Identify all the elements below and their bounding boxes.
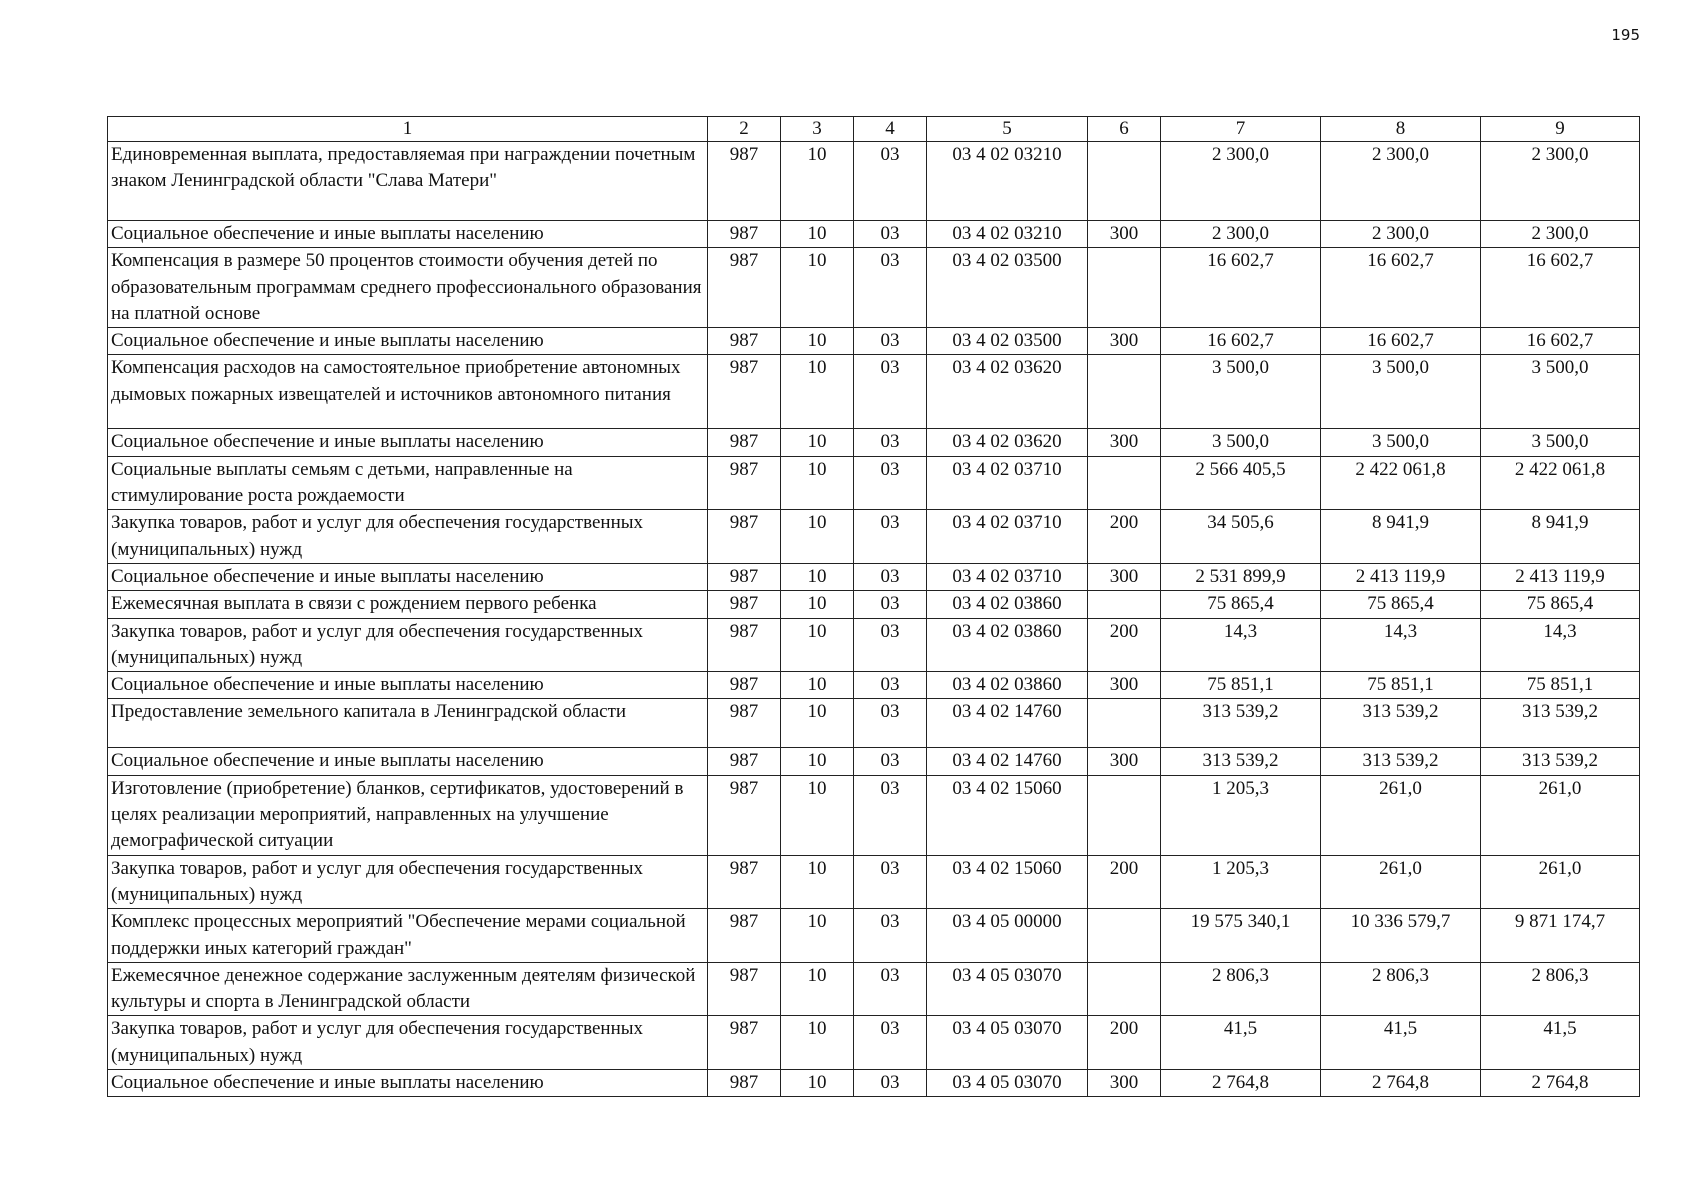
row-admin-code: 987: [708, 429, 781, 456]
row-target-article: 03 4 05 00000: [927, 909, 1088, 963]
row-amount-col8: 2 413 119,9: [1321, 563, 1481, 590]
row-admin-code: 987: [708, 909, 781, 963]
row-amount-col7: 75 851,1: [1161, 672, 1321, 699]
table-row: [108, 328, 1640, 355]
row-name: Социальное обеспечение и иные выплаты населению: [108, 221, 708, 248]
row-subsection: 03: [854, 1016, 927, 1070]
row-admin-code: 987: [708, 618, 781, 672]
row-amount-col8: 14,3: [1321, 618, 1481, 672]
row-amount-col9: 16 602,7: [1481, 328, 1640, 355]
row-subsection: 03: [854, 221, 927, 248]
row-amount-col7: 3 500,0: [1161, 429, 1321, 456]
row-subsection: 03: [854, 748, 927, 775]
row-amount-col7: 1 205,3: [1161, 775, 1321, 855]
row-amount-col8: 313 539,2: [1321, 748, 1481, 775]
row-admin-code: 987: [708, 1070, 781, 1097]
row-admin-code: 987: [708, 1016, 781, 1070]
column-header: 6: [1088, 117, 1161, 142]
row-target-article: 03 4 05 03070: [927, 1070, 1088, 1097]
row-amount-col9: 75 865,4: [1481, 591, 1640, 618]
table-row: [108, 672, 1640, 699]
row-target-article: 03 4 02 03620: [927, 355, 1088, 429]
row-section: 10: [781, 855, 854, 909]
row-name: Единовременная выплата, предоставляемая при награждении почетным знаком Ленинградской области "Слава Матери": [108, 142, 708, 221]
table-row: [108, 429, 1640, 456]
column-header: 8: [1321, 117, 1481, 142]
table-row: [108, 221, 1640, 248]
row-name: Предоставление земельного капитала в Ленинградской области: [108, 699, 708, 748]
row-amount-col8: 2 422 061,8: [1321, 456, 1481, 510]
row-name: Закупка товаров, работ и услуг для обеспечения государственных (муниципальных) нужд: [108, 855, 708, 909]
row-section: 10: [781, 672, 854, 699]
row-expense-type: 200: [1088, 1016, 1161, 1070]
row-target-article: 03 4 02 03500: [927, 248, 1088, 328]
row-amount-col8: 3 500,0: [1321, 429, 1481, 456]
table-row: [108, 510, 1640, 564]
row-amount-col8: 16 602,7: [1321, 248, 1481, 328]
row-section: 10: [781, 775, 854, 855]
row-expense-type: 200: [1088, 510, 1161, 564]
row-admin-code: 987: [708, 142, 781, 221]
row-amount-col9: 2 806,3: [1481, 962, 1640, 1016]
table-row: [108, 1016, 1640, 1070]
row-amount-col8: 2 300,0: [1321, 221, 1481, 248]
row-section: 10: [781, 456, 854, 510]
row-amount-col9: 14,3: [1481, 618, 1640, 672]
row-expense-type: [1088, 962, 1161, 1016]
table-row: [108, 142, 1640, 221]
table-row: [108, 591, 1640, 618]
table-row: [108, 248, 1640, 328]
column-header: 9: [1481, 117, 1640, 142]
row-amount-col7: 2 764,8: [1161, 1070, 1321, 1097]
row-expense-type: [1088, 775, 1161, 855]
row-amount-col7: 313 539,2: [1161, 699, 1321, 748]
table-row: [108, 355, 1640, 429]
row-section: 10: [781, 563, 854, 590]
row-section: 10: [781, 748, 854, 775]
row-subsection: 03: [854, 962, 927, 1016]
row-amount-col8: 2 300,0: [1321, 142, 1481, 221]
column-header: 7: [1161, 117, 1321, 142]
row-section: 10: [781, 221, 854, 248]
row-amount-col7: 2 566 405,5: [1161, 456, 1321, 510]
row-admin-code: 987: [708, 591, 781, 618]
row-amount-col7: 34 505,6: [1161, 510, 1321, 564]
row-amount-col8: 10 336 579,7: [1321, 909, 1481, 963]
row-admin-code: 987: [708, 248, 781, 328]
row-section: 10: [781, 1070, 854, 1097]
row-subsection: 03: [854, 775, 927, 855]
row-amount-col9: 16 602,7: [1481, 248, 1640, 328]
row-subsection: 03: [854, 909, 927, 963]
row-section: 10: [781, 1016, 854, 1070]
row-subsection: 03: [854, 672, 927, 699]
row-amount-col7: 14,3: [1161, 618, 1321, 672]
row-amount-col7: 16 602,7: [1161, 328, 1321, 355]
row-section: 10: [781, 248, 854, 328]
row-target-article: 03 4 02 03860: [927, 672, 1088, 699]
row-section: 10: [781, 328, 854, 355]
row-amount-col9: 3 500,0: [1481, 429, 1640, 456]
row-amount-col9: 261,0: [1481, 775, 1640, 855]
row-admin-code: 987: [708, 855, 781, 909]
row-name: Ежемесячная выплата в связи с рождением первого ребенка: [108, 591, 708, 618]
column-header: 2: [708, 117, 781, 142]
row-amount-col8: 313 539,2: [1321, 699, 1481, 748]
row-amount-col8: 2 764,8: [1321, 1070, 1481, 1097]
row-admin-code: 987: [708, 221, 781, 248]
table-row: [108, 855, 1640, 909]
row-amount-col7: 2 300,0: [1161, 221, 1321, 248]
row-amount-col8: 8 941,9: [1321, 510, 1481, 564]
row-section: 10: [781, 142, 854, 221]
row-name: Компенсация расходов на самостоятельное приобретение автономных дымовых пожарных извещателей и источников автономного питания: [108, 355, 708, 429]
row-amount-col8: 261,0: [1321, 855, 1481, 909]
row-amount-col8: 261,0: [1321, 775, 1481, 855]
row-expense-type: [1088, 699, 1161, 748]
row-expense-type: [1088, 909, 1161, 963]
row-name: Закупка товаров, работ и услуг для обеспечения государственных (муниципальных) нужд: [108, 618, 708, 672]
row-name: Социальные выплаты семьям с детьми, направленные на стимулирование роста рождаемости: [108, 456, 708, 510]
row-expense-type: 200: [1088, 618, 1161, 672]
row-subsection: 03: [854, 456, 927, 510]
row-target-article: 03 4 02 15060: [927, 775, 1088, 855]
row-admin-code: 987: [708, 456, 781, 510]
table-row: [108, 699, 1640, 748]
column-header: 1: [108, 117, 708, 142]
row-amount-col7: 41,5: [1161, 1016, 1321, 1070]
row-subsection: 03: [854, 248, 927, 328]
row-amount-col9: 2 413 119,9: [1481, 563, 1640, 590]
row-amount-col7: 313 539,2: [1161, 748, 1321, 775]
row-section: 10: [781, 591, 854, 618]
row-expense-type: [1088, 456, 1161, 510]
row-expense-type: [1088, 142, 1161, 221]
row-expense-type: [1088, 355, 1161, 429]
row-amount-col7: 16 602,7: [1161, 248, 1321, 328]
row-admin-code: 987: [708, 563, 781, 590]
row-amount-col8: 16 602,7: [1321, 328, 1481, 355]
page-number: 195: [1611, 26, 1640, 44]
row-name: Социальное обеспечение и иные выплаты населению: [108, 563, 708, 590]
row-amount-col9: 2 300,0: [1481, 142, 1640, 221]
row-target-article: 03 4 02 03620: [927, 429, 1088, 456]
row-name: Социальное обеспечение и иные выплаты населению: [108, 1070, 708, 1097]
row-admin-code: 987: [708, 962, 781, 1016]
row-amount-col7: 1 205,3: [1161, 855, 1321, 909]
row-section: 10: [781, 618, 854, 672]
row-amount-col9: 75 851,1: [1481, 672, 1640, 699]
row-target-article: 03 4 02 15060: [927, 855, 1088, 909]
row-admin-code: 987: [708, 775, 781, 855]
row-section: 10: [781, 699, 854, 748]
row-name: Изготовление (приобретение) бланков, сертификатов, удостоверений в целях реализации мероприятий, направленных на улучшение демографической ситуации: [108, 775, 708, 855]
row-amount-col7: 2 806,3: [1161, 962, 1321, 1016]
row-name: Социальное обеспечение и иные выплаты населению: [108, 672, 708, 699]
row-name: Комплекс процессных мероприятий "Обеспечение мерами социальной поддержки иных категорий граждан": [108, 909, 708, 963]
row-subsection: 03: [854, 699, 927, 748]
row-amount-col9: 2 300,0: [1481, 221, 1640, 248]
row-amount-col8: 3 500,0: [1321, 355, 1481, 429]
row-amount-col9: 3 500,0: [1481, 355, 1640, 429]
row-amount-col9: 313 539,2: [1481, 748, 1640, 775]
row-amount-col8: 75 851,1: [1321, 672, 1481, 699]
row-name: Компенсация в размере 50 процентов стоимости обучения детей по образовательным программам среднего профессионального образования на платной основе: [108, 248, 708, 328]
table-header-row: [108, 117, 1640, 142]
row-amount-col9: 2 422 061,8: [1481, 456, 1640, 510]
row-target-article: 03 4 05 03070: [927, 1016, 1088, 1070]
row-name: Закупка товаров, работ и услуг для обеспечения государственных (муниципальных) нужд: [108, 510, 708, 564]
row-admin-code: 987: [708, 699, 781, 748]
row-amount-col7: 3 500,0: [1161, 355, 1321, 429]
row-section: 10: [781, 355, 854, 429]
row-target-article: 03 4 02 03710: [927, 510, 1088, 564]
table-row: [108, 962, 1640, 1016]
row-name: Социальное обеспечение и иные выплаты населению: [108, 429, 708, 456]
row-section: 10: [781, 510, 854, 564]
row-target-article: 03 4 02 03860: [927, 591, 1088, 618]
row-target-article: 03 4 02 14760: [927, 748, 1088, 775]
row-expense-type: 300: [1088, 429, 1161, 456]
row-target-article: 03 4 02 03710: [927, 563, 1088, 590]
row-section: 10: [781, 909, 854, 963]
column-header: 3: [781, 117, 854, 142]
row-expense-type: 300: [1088, 328, 1161, 355]
row-subsection: 03: [854, 1070, 927, 1097]
row-amount-col9: 9 871 174,7: [1481, 909, 1640, 963]
table-row: [108, 456, 1640, 510]
row-subsection: 03: [854, 355, 927, 429]
row-target-article: 03 4 02 03210: [927, 221, 1088, 248]
row-target-article: 03 4 02 03500: [927, 328, 1088, 355]
row-target-article: 03 4 05 03070: [927, 962, 1088, 1016]
column-header: 5: [927, 117, 1088, 142]
row-expense-type: 300: [1088, 221, 1161, 248]
row-subsection: 03: [854, 591, 927, 618]
row-amount-col9: 41,5: [1481, 1016, 1640, 1070]
row-subsection: 03: [854, 142, 927, 221]
row-amount-col7: 2 300,0: [1161, 142, 1321, 221]
row-subsection: 03: [854, 618, 927, 672]
row-amount-col9: 261,0: [1481, 855, 1640, 909]
row-admin-code: 987: [708, 748, 781, 775]
budget-table: [107, 116, 1640, 1097]
row-expense-type: [1088, 591, 1161, 618]
row-expense-type: 300: [1088, 748, 1161, 775]
row-amount-col7: 75 865,4: [1161, 591, 1321, 618]
row-amount-col8: 41,5: [1321, 1016, 1481, 1070]
table-row: [108, 909, 1640, 963]
row-expense-type: 200: [1088, 855, 1161, 909]
row-admin-code: 987: [708, 355, 781, 429]
row-amount-col9: 8 941,9: [1481, 510, 1640, 564]
row-amount-col7: 19 575 340,1: [1161, 909, 1321, 963]
row-expense-type: [1088, 248, 1161, 328]
row-admin-code: 987: [708, 510, 781, 564]
row-name: Социальное обеспечение и иные выплаты населению: [108, 328, 708, 355]
row-subsection: 03: [854, 563, 927, 590]
table-row: [108, 618, 1640, 672]
row-subsection: 03: [854, 429, 927, 456]
row-name: Социальное обеспечение и иные выплаты населению: [108, 748, 708, 775]
row-name: Закупка товаров, работ и услуг для обеспечения государственных (муниципальных) нужд: [108, 1016, 708, 1070]
row-amount-col8: 75 865,4: [1321, 591, 1481, 618]
row-amount-col7: 2 531 899,9: [1161, 563, 1321, 590]
column-header: 4: [854, 117, 927, 142]
row-admin-code: 987: [708, 672, 781, 699]
row-admin-code: 987: [708, 328, 781, 355]
row-amount-col9: 313 539,2: [1481, 699, 1640, 748]
table-row: [108, 563, 1640, 590]
row-amount-col9: 2 764,8: [1481, 1070, 1640, 1097]
row-section: 10: [781, 962, 854, 1016]
row-amount-col8: 2 806,3: [1321, 962, 1481, 1016]
row-expense-type: 300: [1088, 563, 1161, 590]
table-row: [108, 775, 1640, 855]
row-target-article: 03 4 02 03210: [927, 142, 1088, 221]
table-row: [108, 748, 1640, 775]
row-expense-type: 300: [1088, 672, 1161, 699]
table-row: [108, 1070, 1640, 1097]
row-subsection: 03: [854, 328, 927, 355]
row-section: 10: [781, 429, 854, 456]
row-name: Ежемесячное денежное содержание заслуженным деятелям физической культуры и спорта в Ленинградской области: [108, 962, 708, 1016]
row-target-article: 03 4 02 14760: [927, 699, 1088, 748]
row-target-article: 03 4 02 03860: [927, 618, 1088, 672]
row-subsection: 03: [854, 510, 927, 564]
row-expense-type: 300: [1088, 1070, 1161, 1097]
row-subsection: 03: [854, 855, 927, 909]
row-target-article: 03 4 02 03710: [927, 456, 1088, 510]
